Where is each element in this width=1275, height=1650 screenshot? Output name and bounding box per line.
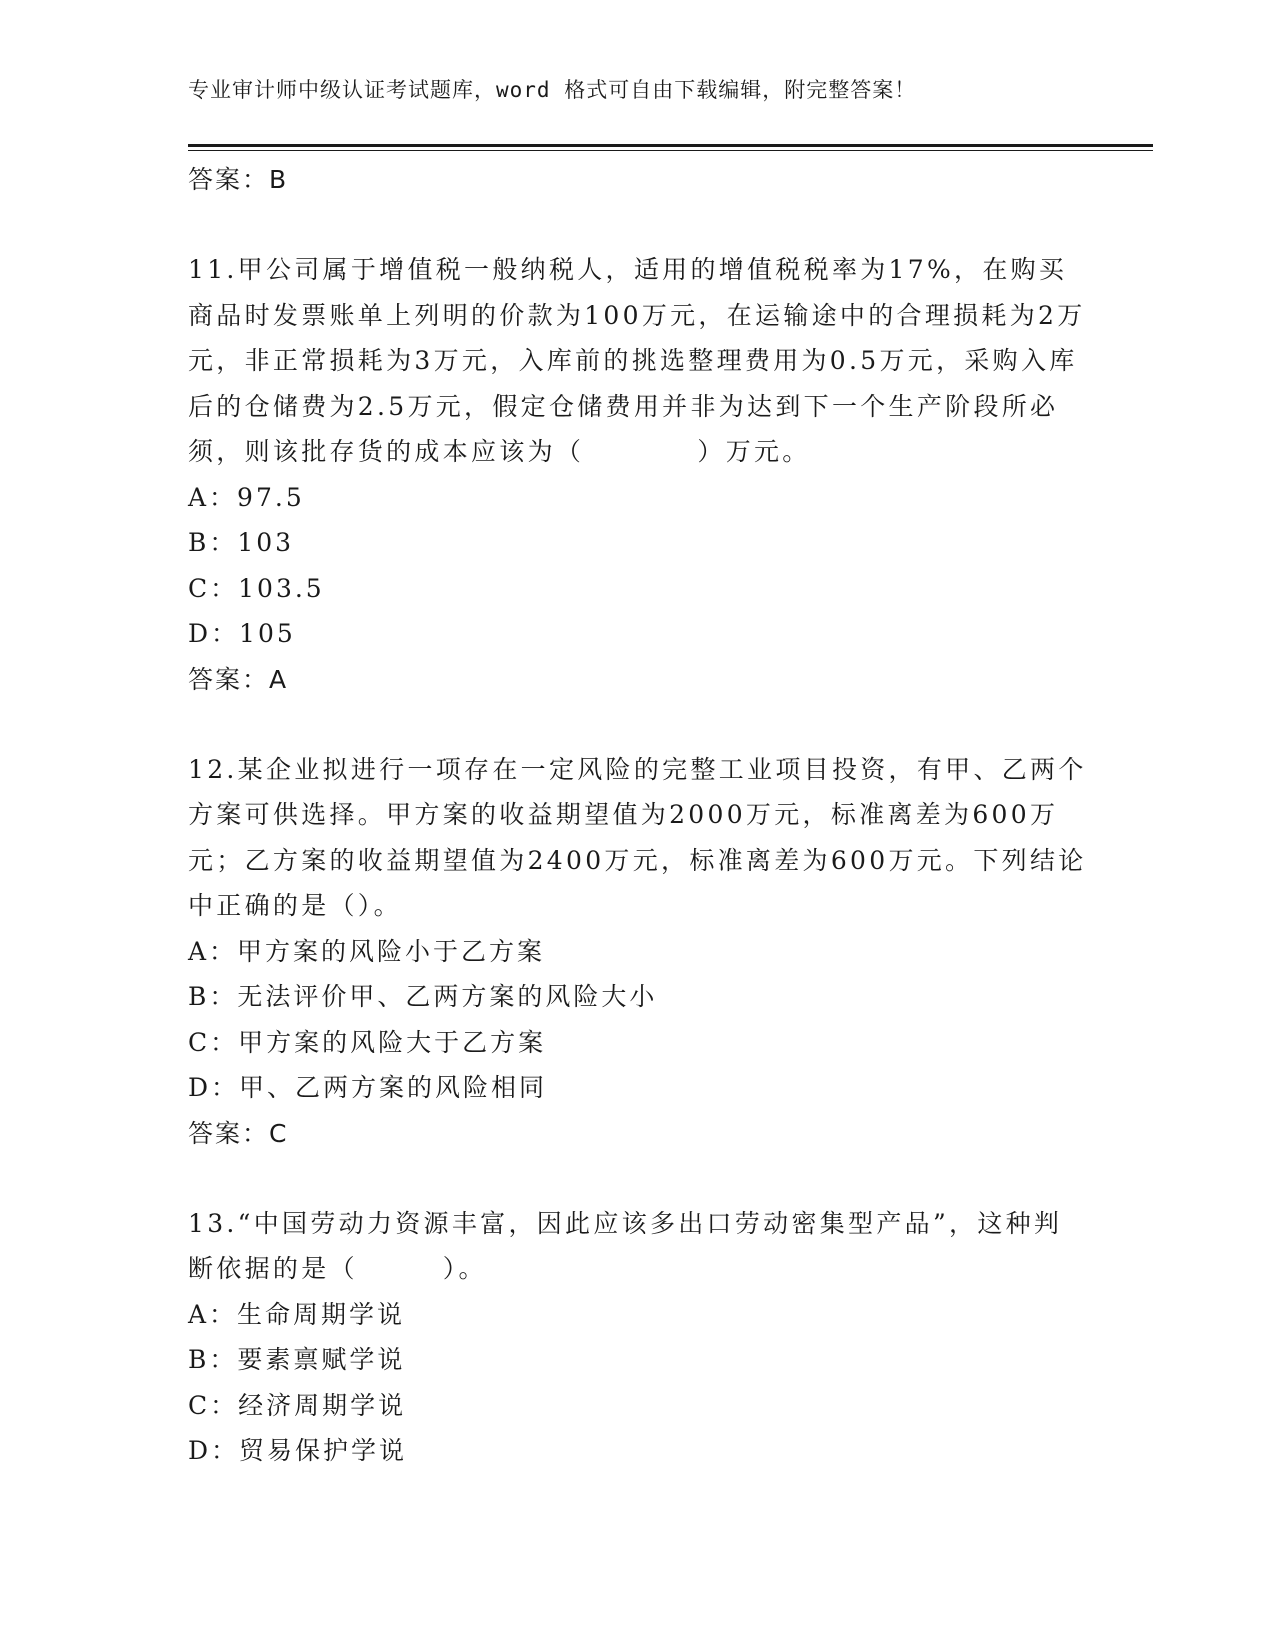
document-body [188,157,1088,1474]
option-b: B：无法评价甲、乙两方案的风险大小 [188,982,658,1011]
option-c: C：经济周期学说 [188,1390,407,1420]
question-text: 13.“中国劳动力资源丰富，因此应该多出口劳动密集型产品”，这种判断依据的是（ ）。 [188,1208,1063,1283]
option-a: A：97.5 [188,482,305,512]
header-divider-thin [188,150,1153,151]
answer: 答案：A [188,664,289,694]
document-header: 专业审计师中级认证考试题库，word 格式可自由下载编辑，附完整答案！ [188,78,917,102]
answer: 答案：C [188,1118,289,1148]
question-13 [188,1201,1088,1474]
option-d: D：贸易保护学说 [188,1436,408,1465]
option-c: C：甲方案的风险大于乙方案 [188,1027,547,1057]
option-d: D：105 [188,619,296,648]
question-text: 12.某企业拟进行一项存在一定风险的完整工业项目投资，有甲、乙两个方案可供选择。甲方案的收益期望值为2000万元，标准离差为600万元；乙方案的收益期望值为2400万元，标准离差为600万元。下列结论中正确的是（）。 [188,754,1087,920]
option-a: A：生命周期学说 [188,1299,406,1329]
option-a: A：甲方案的风险小于乙方案 [188,936,546,966]
option-b: B：要素禀赋学说 [188,1345,406,1374]
question-11 [188,247,1088,702]
question-12 [188,747,1088,1156]
question-text: 11.甲公司属于增值税一般纳税人，适用的增值税税率为17%，在购买商品时发票账单上列明的价款为100万元，在运输途中的合理损耗为2万元，非正常损耗为3万元，入库前的挑选整理费用为0.5万元，采购入库后的仓储费为2.5万元，假定仓储费用并非为达到下一个生产阶段所必须，则该批存货的成本应该为（ ）万元。 [188,255,1086,466]
option-b: B：103 [188,528,295,557]
header-divider-thick [188,144,1153,147]
previous-answer: 答案：B [188,165,289,194]
option-d: D：甲、乙两方案的风险相同 [188,1073,548,1102]
option-c: C：103.5 [188,573,325,603]
